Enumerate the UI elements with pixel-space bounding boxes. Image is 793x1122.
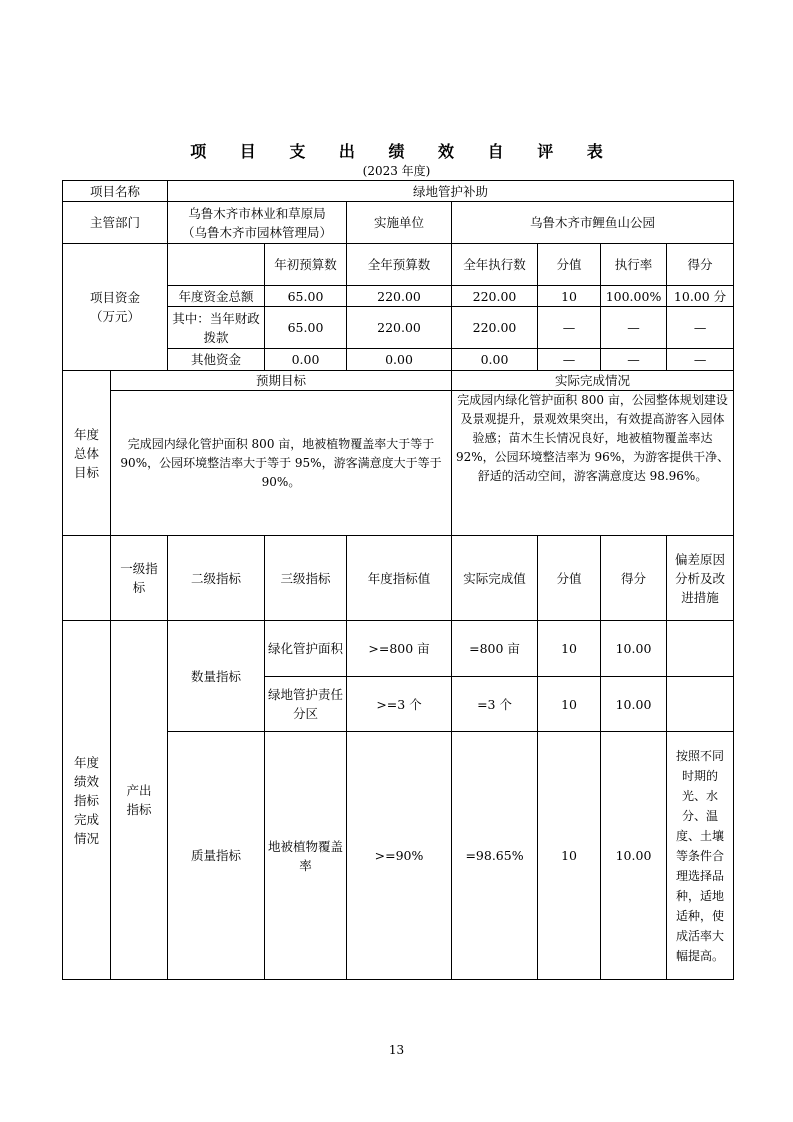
- indicator-header-score-value: 分值: [538, 536, 601, 621]
- indicator-level3: 绿地管护责任分区: [265, 677, 347, 732]
- indicator-level1: 产出指标: [111, 621, 168, 980]
- funds-label: [63, 244, 168, 371]
- expected-goal-text: 完成园内绿化管护面积 800 亩，地被植物覆盖率大于等于 90%，公园环境整洁率大于等于 95%，游客满意度大于等于 90%。: [111, 391, 452, 536]
- indicator-score-value: 10: [538, 732, 601, 980]
- dept-line-2: （乌鲁木齐市园林管理局）: [182, 224, 333, 240]
- funds-row-name: 年度资金总额: [168, 286, 265, 307]
- funds-cell: 220.00: [347, 307, 452, 349]
- indicator-score: 10.00: [601, 732, 667, 980]
- indicator-level2: 数量指标: [168, 621, 265, 732]
- funds-header-exec-rate: 执行率: [601, 244, 667, 286]
- indicator-target: >=90%: [347, 732, 452, 980]
- funds-cell: 10.00 分: [667, 286, 734, 307]
- indicator-actual: =800 亩: [452, 621, 538, 677]
- indicator-section-label: 年度绩效指标完成情况: [63, 621, 111, 980]
- funds-header-initial-budget: 年初预算数: [265, 244, 347, 286]
- dept-label: 主管部门: [63, 202, 168, 244]
- actual-goal-text: 完成园内绿化管护面积 800 亩，公园整体规划建设及景观提升，景观效果突出，有效提高游客入园体验感；苗木生长情况良好，地被植物覆盖率达 92%，公园环境整洁率为 96%，为游客提供干净、舒适的活动空间，游客满意度达 98.96%。: [452, 391, 734, 536]
- indicator-header-level2: 二级指标: [168, 536, 265, 621]
- year-subtitle: (2023 年度): [362, 164, 431, 178]
- indicator-deviation: [667, 677, 734, 732]
- funds-cell: 220.00: [452, 307, 538, 349]
- page-number: 13: [388, 1043, 405, 1057]
- funds-row-name: 其中：当年财政拨款: [168, 307, 265, 349]
- funds-cell: 65.00: [265, 286, 347, 307]
- indicator-level2: 质量指标: [168, 732, 265, 980]
- impl-unit-value: 乌鲁木齐市鲤鱼山公园: [452, 202, 734, 244]
- indicator-deviation: 按照不同时期的光、水分、温度、土壤等条件合理选择品种，适地适种，使成活率大幅提高。: [667, 732, 734, 980]
- indicator-actual: =98.65%: [452, 732, 538, 980]
- indicator-header-deviation: 偏差原因分析及改进措施: [667, 536, 734, 621]
- dept-value: [168, 202, 347, 244]
- funds-cell: 100.00%: [601, 286, 667, 307]
- funds-cell: —: [667, 349, 734, 371]
- indicator-header-score: 得分: [601, 536, 667, 621]
- actual-goal-header: 实际完成情况: [452, 371, 734, 391]
- indicator-target: >=800 亩: [347, 621, 452, 677]
- funds-cell: 0.00: [265, 349, 347, 371]
- funds-header-blank: [168, 244, 265, 286]
- funds-cell: —: [538, 349, 601, 371]
- funds-cell: 0.00: [452, 349, 538, 371]
- indicator-deviation: [667, 621, 734, 677]
- funds-header-annual-budget: 全年预算数: [347, 244, 452, 286]
- project-name-label: 项目名称: [63, 181, 168, 202]
- funds-row-name: 其他资金: [168, 349, 265, 371]
- indicator-target: >=3 个: [347, 677, 452, 732]
- impl-unit-label: 实施单位: [347, 202, 452, 244]
- indicator-actual: =3 个: [452, 677, 538, 732]
- page-title: 项 目 支 出 绩 效 自 评 表: [190, 142, 617, 161]
- indicator-level3: 地被植物覆盖率: [265, 732, 347, 980]
- indicator-header-target: 年度指标值: [347, 536, 452, 621]
- indicator-level3: 绿化管护面积: [265, 621, 347, 677]
- indicator-score-value: 10: [538, 621, 601, 677]
- funds-header-score: 得分: [667, 244, 734, 286]
- indicator-score: 10.00: [601, 677, 667, 732]
- dept-line-1: 乌鲁木齐市林业和草原局: [188, 205, 326, 221]
- expected-goal-header: 预期目标: [111, 371, 452, 391]
- indicator-header-level1: 一级指标: [111, 536, 168, 621]
- indicator-header-actual: 实际完成值: [452, 536, 538, 621]
- project-name-value: 绿地管护补助: [168, 181, 734, 202]
- indicator-score: 10.00: [601, 621, 667, 677]
- funds-cell: —: [538, 307, 601, 349]
- funds-cell: 65.00: [265, 307, 347, 349]
- indicator-header-blank: [63, 536, 111, 621]
- indicator-header-level3: 三级指标: [265, 536, 347, 621]
- funds-header-executed: 全年执行数: [452, 244, 538, 286]
- funds-cell: —: [667, 307, 734, 349]
- funds-cell: 10: [538, 286, 601, 307]
- goals-label: 年度总体目标: [63, 371, 111, 536]
- funds-label-line-1: 项目资金: [90, 290, 141, 305]
- funds-header-score-value: 分值: [538, 244, 601, 286]
- funds-cell: 0.00: [347, 349, 452, 371]
- self-evaluation-table: [62, 180, 734, 980]
- funds-cell: —: [601, 349, 667, 371]
- indicator-score-value: 10: [538, 677, 601, 732]
- funds-cell: —: [601, 307, 667, 349]
- funds-cell: 220.00: [347, 286, 452, 307]
- funds-cell: 220.00: [452, 286, 538, 307]
- funds-label-line-2: （万元）: [90, 309, 141, 324]
